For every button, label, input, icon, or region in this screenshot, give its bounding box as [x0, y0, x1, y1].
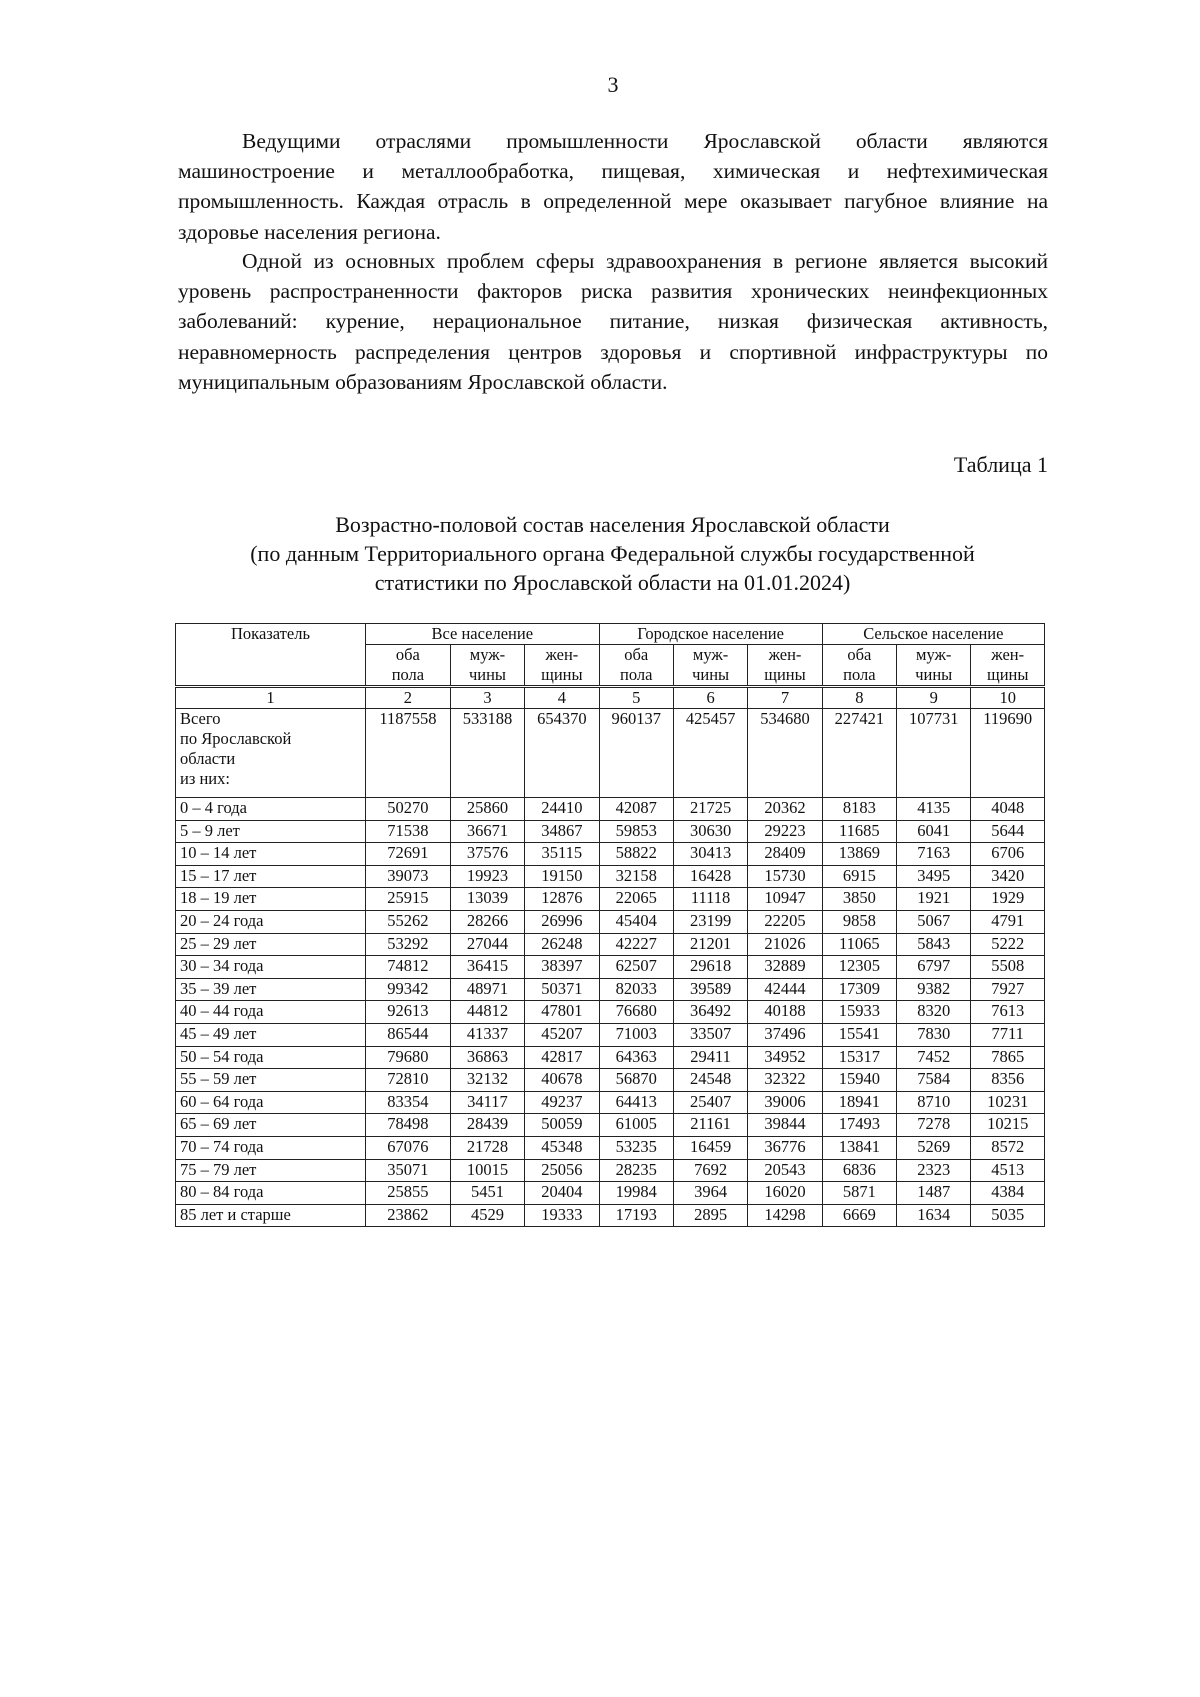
- total-value: 1187558: [366, 709, 451, 798]
- table-cell: 2323: [897, 1159, 971, 1182]
- total-label: [176, 709, 366, 798]
- subheader-line: оба: [624, 645, 649, 664]
- table-cell: 1634: [897, 1204, 971, 1227]
- table-cell: 99342: [366, 978, 451, 1001]
- table-cell: 64413: [599, 1091, 673, 1114]
- age-group-label: 55 – 59 лет: [176, 1069, 366, 1092]
- total-value: 107731: [897, 709, 971, 798]
- table-cell: 16459: [673, 1136, 747, 1159]
- table-row: [176, 978, 1045, 1001]
- total-row: [176, 709, 1045, 798]
- table-cell: 42444: [748, 978, 822, 1001]
- subheader: [599, 645, 673, 687]
- table-cell: 83354: [366, 1091, 451, 1114]
- table-row: [176, 1159, 1045, 1182]
- table-row: [176, 820, 1045, 843]
- table-cell: 29223: [748, 820, 822, 843]
- table-row: [176, 1091, 1045, 1114]
- table-cell: 1487: [897, 1182, 971, 1205]
- total-value: 227421: [822, 709, 896, 798]
- table-cell: 55262: [366, 910, 451, 933]
- column-number: 2: [366, 687, 451, 709]
- total-label-line: из них:: [180, 769, 230, 788]
- subheader: [748, 645, 822, 687]
- table-cell: 16020: [748, 1182, 822, 1205]
- table-cell: 34117: [450, 1091, 524, 1114]
- group-header: Городское население: [599, 624, 822, 645]
- table-cell: 36671: [450, 820, 524, 843]
- table-cell: 15933: [822, 1001, 896, 1024]
- table-cell: 29411: [673, 1046, 747, 1069]
- table-cell: 24410: [525, 798, 599, 821]
- total-value: 654370: [525, 709, 599, 798]
- table-cell: 44812: [450, 1001, 524, 1024]
- table-cell: 53235: [599, 1136, 673, 1159]
- table-cell: 62507: [599, 956, 673, 979]
- table-cell: 13039: [450, 888, 524, 911]
- total-value: 960137: [599, 709, 673, 798]
- table-cell: 16428: [673, 865, 747, 888]
- table-cell: 15541: [822, 1023, 896, 1046]
- age-group-label: 85 лет и старше: [176, 1204, 366, 1227]
- table-cell: 8710: [897, 1091, 971, 1114]
- table-cell: 4513: [971, 1159, 1045, 1182]
- age-group-label: 80 – 84 года: [176, 1182, 366, 1205]
- table-row: [176, 1182, 1045, 1205]
- table-cell: 10015: [450, 1159, 524, 1182]
- table-cell: 7584: [897, 1069, 971, 1092]
- total-label-line: по Ярославской: [180, 729, 292, 748]
- table-cell: 78498: [366, 1114, 451, 1137]
- table-cell: 8572: [971, 1136, 1045, 1159]
- age-group-label: 45 – 49 лет: [176, 1023, 366, 1046]
- table-cell: 59853: [599, 820, 673, 843]
- population-table: [175, 623, 1045, 1227]
- column-number-row: [176, 687, 1045, 709]
- group-header: Сельское население: [822, 624, 1044, 645]
- table-cell: 41337: [450, 1023, 524, 1046]
- age-group-label: 65 – 69 лет: [176, 1114, 366, 1137]
- table-cell: 71538: [366, 820, 451, 843]
- table-row: [176, 1001, 1045, 1024]
- table-cell: 25407: [673, 1091, 747, 1114]
- table-cell: 25056: [525, 1159, 599, 1182]
- table-cell: 34952: [748, 1046, 822, 1069]
- table-cell: 53292: [366, 933, 451, 956]
- table-cell: 21201: [673, 933, 747, 956]
- age-group-label: 25 – 29 лет: [176, 933, 366, 956]
- title-line: Возрастно-половой состав населения Ярославской области: [335, 512, 890, 537]
- table-cell: 36415: [450, 956, 524, 979]
- table-cell: 4529: [450, 1204, 524, 1227]
- table-cell: 28439: [450, 1114, 524, 1137]
- table-row: [176, 1204, 1045, 1227]
- table-cell: 92613: [366, 1001, 451, 1024]
- table-row: [176, 843, 1045, 866]
- table-row: [176, 865, 1045, 888]
- table-cell: 40678: [525, 1069, 599, 1092]
- subheader-line: пола: [620, 665, 653, 684]
- subheader-line: щины: [541, 665, 583, 684]
- table-cell: 42087: [599, 798, 673, 821]
- table-cell: 19150: [525, 865, 599, 888]
- table-cell: 21161: [673, 1114, 747, 1137]
- table-cell: 6915: [822, 865, 896, 888]
- subheader-line: щины: [986, 665, 1029, 684]
- table-cell: 40188: [748, 1001, 822, 1024]
- table-cell: 10947: [748, 888, 822, 911]
- table-cell: 3495: [897, 865, 971, 888]
- table-cell: 5269: [897, 1136, 971, 1159]
- table-cell: 50371: [525, 978, 599, 1001]
- table-cell: 13869: [822, 843, 896, 866]
- table-row: [176, 1114, 1045, 1137]
- table-cell: 15730: [748, 865, 822, 888]
- table-cell: 10215: [971, 1114, 1045, 1137]
- subheader-line: жен-: [991, 645, 1025, 664]
- table-cell: 35071: [366, 1159, 451, 1182]
- table-cell: 48971: [450, 978, 524, 1001]
- table-cell: 21026: [748, 933, 822, 956]
- total-label-line: Всего: [180, 709, 221, 728]
- table-cell: 42227: [599, 933, 673, 956]
- age-group-label: 70 – 74 года: [176, 1136, 366, 1159]
- page-number: 3: [607, 72, 619, 97]
- table-row: [176, 910, 1045, 933]
- table-cell: 3964: [673, 1182, 747, 1205]
- subheader-line: муж-: [916, 645, 952, 664]
- subheader-line: пола: [391, 665, 425, 684]
- group-header: Все население: [366, 624, 600, 645]
- table-cell: 21725: [673, 798, 747, 821]
- age-group-label: 5 – 9 лет: [176, 820, 366, 843]
- table-cell: 30630: [673, 820, 747, 843]
- table-cell: 7452: [897, 1046, 971, 1069]
- table-cell: 17193: [599, 1204, 673, 1227]
- table-cell: 42817: [525, 1046, 599, 1069]
- table-cell: 7711: [971, 1023, 1045, 1046]
- table-row: [176, 933, 1045, 956]
- paragraph-healthcare: Одной из основных проблем сферы здравоохранения в регионе является высокий уровень распространенности факторов риска развития хронических неинфекционных заболеваний: курение, нерациональное питание, низкая физическая активность, неравномерность распределения центров здоровья и спортивной инфраструктуры по муниципальным образованиям Ярославской области.: [178, 249, 1048, 394]
- subheader-line: муж-: [469, 645, 506, 664]
- age-group-label: 10 – 14 лет: [176, 843, 366, 866]
- column-number: 5: [599, 687, 673, 709]
- subheader: [897, 645, 971, 687]
- table-cell: 32158: [599, 865, 673, 888]
- table-cell: 76680: [599, 1001, 673, 1024]
- table-cell: 11118: [673, 888, 747, 911]
- table-cell: 22205: [748, 910, 822, 933]
- total-value: 119690: [971, 709, 1045, 798]
- table-cell: 72691: [366, 843, 451, 866]
- table-cell: 28266: [450, 910, 524, 933]
- table-row: [176, 798, 1045, 821]
- subheader: [971, 645, 1045, 687]
- table-cell: 71003: [599, 1023, 673, 1046]
- table-cell: 45348: [525, 1136, 599, 1159]
- subheader-line: муж-: [692, 645, 729, 664]
- table-cell: 12305: [822, 956, 896, 979]
- table-cell: 25915: [366, 888, 451, 911]
- table-cell: 30413: [673, 843, 747, 866]
- subheader: [673, 645, 747, 687]
- subheader-line: чины: [692, 665, 730, 684]
- table-cell: 37576: [450, 843, 524, 866]
- table-cell: 21728: [450, 1136, 524, 1159]
- subheader-line: щины: [764, 665, 806, 684]
- table-cell: 5451: [450, 1182, 524, 1205]
- table-cell: 5644: [971, 820, 1045, 843]
- subheader-line: чины: [915, 665, 953, 684]
- total-value: 425457: [673, 709, 747, 798]
- table-row: [176, 1046, 1045, 1069]
- table-cell: 50270: [366, 798, 451, 821]
- table-cell: 32322: [748, 1069, 822, 1092]
- age-group-label: 20 – 24 года: [176, 910, 366, 933]
- table-row: [176, 1136, 1045, 1159]
- table-cell: 22065: [599, 888, 673, 911]
- table-cell: 28235: [599, 1159, 673, 1182]
- age-group-label: 15 – 17 лет: [176, 865, 366, 888]
- table-cell: 2895: [673, 1204, 747, 1227]
- table-cell: 25860: [450, 798, 524, 821]
- age-group-label: 30 – 34 года: [176, 956, 366, 979]
- table-cell: 5067: [897, 910, 971, 933]
- table-cell: 4384: [971, 1182, 1045, 1205]
- table-cell: 7865: [971, 1046, 1045, 1069]
- table-cell: 36776: [748, 1136, 822, 1159]
- column-number: 7: [748, 687, 822, 709]
- table-cell: 17493: [822, 1114, 896, 1137]
- table-row: [176, 1023, 1045, 1046]
- table-cell: 26996: [525, 910, 599, 933]
- subheader: [525, 645, 599, 687]
- table-cell: 6706: [971, 843, 1045, 866]
- table-cell: 49237: [525, 1091, 599, 1114]
- column-number: 1: [176, 687, 366, 709]
- table-cell: 7830: [897, 1023, 971, 1046]
- table-cell: 9858: [822, 910, 896, 933]
- table-cell: 24548: [673, 1069, 747, 1092]
- table-cell: 8320: [897, 1001, 971, 1024]
- table-cell: 32132: [450, 1069, 524, 1092]
- table-cell: 61005: [599, 1114, 673, 1137]
- subheader: [822, 645, 896, 687]
- table-cell: 7692: [673, 1159, 747, 1182]
- table-cell: 9382: [897, 978, 971, 1001]
- table-cell: 27044: [450, 933, 524, 956]
- table-cell: 18941: [822, 1091, 896, 1114]
- table-cell: 45404: [599, 910, 673, 933]
- table-cell: 74812: [366, 956, 451, 979]
- table-cell: 23199: [673, 910, 747, 933]
- table-cell: 39844: [748, 1114, 822, 1137]
- age-group-label: 18 – 19 лет: [176, 888, 366, 911]
- table-row: [176, 956, 1045, 979]
- table-cell: 7278: [897, 1114, 971, 1137]
- column-number: 8: [822, 687, 896, 709]
- table-cell: 1929: [971, 888, 1045, 911]
- column-number: 3: [450, 687, 524, 709]
- table-cell: 5843: [897, 933, 971, 956]
- table-cell: 35115: [525, 843, 599, 866]
- table-row: [176, 1069, 1045, 1092]
- table-cell: 7927: [971, 978, 1045, 1001]
- age-group-label: 60 – 64 года: [176, 1091, 366, 1114]
- table-cell: 82033: [599, 978, 673, 1001]
- table-cell: 14298: [748, 1204, 822, 1227]
- subheader-line: жен-: [545, 645, 579, 664]
- table-cell: 6836: [822, 1159, 896, 1182]
- table-cell: 47801: [525, 1001, 599, 1024]
- table-cell: 12876: [525, 888, 599, 911]
- table-cell: 64363: [599, 1046, 673, 1069]
- table-cell: 32889: [748, 956, 822, 979]
- table-cell: 50059: [525, 1114, 599, 1137]
- table-cell: 13841: [822, 1136, 896, 1159]
- table-cell: 37496: [748, 1023, 822, 1046]
- column-number: 10: [971, 687, 1045, 709]
- age-group-label: 75 – 79 лет: [176, 1159, 366, 1182]
- column-number: 6: [673, 687, 747, 709]
- table-cell: 36492: [673, 1001, 747, 1024]
- table-cell: 10231: [971, 1091, 1045, 1114]
- table-cell: 3850: [822, 888, 896, 911]
- table-cell: 1921: [897, 888, 971, 911]
- indicator-header: Показатель: [176, 624, 366, 687]
- table-title: [170, 510, 1055, 597]
- table-cell: 38397: [525, 956, 599, 979]
- table-cell: 23862: [366, 1204, 451, 1227]
- age-group-label: 35 – 39 лет: [176, 978, 366, 1001]
- table-cell: 5508: [971, 956, 1045, 979]
- table-cell: 20362: [748, 798, 822, 821]
- total-label-line: области: [180, 749, 236, 768]
- paragraph-industry: Ведущими отраслями промышленности Ярославской области являются машиностроение и металлообработка, пищевая, химическая и нефтехимическая промышленность. Каждая отрасль в определенной мере оказывает пагубное влияние на здоровье населения региона.: [178, 129, 1048, 244]
- subheader: [450, 645, 524, 687]
- table-cell: 25855: [366, 1182, 451, 1205]
- table-cell: 7163: [897, 843, 971, 866]
- age-group-label: 50 – 54 года: [176, 1046, 366, 1069]
- table-cell: 5222: [971, 933, 1045, 956]
- table-cell: 11065: [822, 933, 896, 956]
- table-cell: 29618: [673, 956, 747, 979]
- table-cell: 58822: [599, 843, 673, 866]
- table-cell: 6797: [897, 956, 971, 979]
- table-cell: 5871: [822, 1182, 896, 1205]
- column-number: 9: [897, 687, 971, 709]
- title-line: (по данным Территориального органа Федеральной службы государственной: [250, 541, 975, 566]
- table-cell: 7613: [971, 1001, 1045, 1024]
- table-cell: 4791: [971, 910, 1045, 933]
- table-cell: 4048: [971, 798, 1045, 821]
- subheader-line: оба: [395, 645, 420, 664]
- age-group-label: 40 – 44 года: [176, 1001, 366, 1024]
- table-cell: 15940: [822, 1069, 896, 1092]
- table-cell: 20404: [525, 1182, 599, 1205]
- table-cell: 39006: [748, 1091, 822, 1114]
- table-cell: 19333: [525, 1204, 599, 1227]
- table-cell: 20543: [748, 1159, 822, 1182]
- total-value: 534680: [748, 709, 822, 798]
- table-cell: 11685: [822, 820, 896, 843]
- table-cell: 17309: [822, 978, 896, 1001]
- table-label: Таблица 1: [953, 452, 1048, 477]
- subheader-line: пола: [843, 665, 876, 684]
- table-cell: 8183: [822, 798, 896, 821]
- age-group-label: 0 – 4 года: [176, 798, 366, 821]
- table-cell: 28409: [748, 843, 822, 866]
- table-cell: 15317: [822, 1046, 896, 1069]
- table-cell: 79680: [366, 1046, 451, 1069]
- table-cell: 34867: [525, 820, 599, 843]
- table-cell: 67076: [366, 1136, 451, 1159]
- title-line: статистики по Ярославской области на 01.01.2024): [374, 570, 851, 595]
- table-cell: 36863: [450, 1046, 524, 1069]
- table-cell: 39073: [366, 865, 451, 888]
- table-cell: 3420: [971, 865, 1045, 888]
- table-cell: 86544: [366, 1023, 451, 1046]
- subheader-line: оба: [847, 645, 872, 664]
- subheader: [366, 645, 451, 687]
- header-row-groups: [176, 624, 1045, 645]
- table-cell: 39589: [673, 978, 747, 1001]
- table-cell: 45207: [525, 1023, 599, 1046]
- total-value: 533188: [450, 709, 524, 798]
- table-cell: 6669: [822, 1204, 896, 1227]
- table-cell: 56870: [599, 1069, 673, 1092]
- table-cell: 19984: [599, 1182, 673, 1205]
- table-row: [176, 888, 1045, 911]
- column-number: 4: [525, 687, 599, 709]
- table-cell: 33507: [673, 1023, 747, 1046]
- table-cell: 19923: [450, 865, 524, 888]
- table-cell: 72810: [366, 1069, 451, 1092]
- table-cell: 5035: [971, 1204, 1045, 1227]
- subheader-line: чины: [468, 665, 506, 684]
- table-cell: 6041: [897, 820, 971, 843]
- subheader-line: жен-: [768, 645, 802, 664]
- table-cell: 8356: [971, 1069, 1045, 1092]
- table-cell: 26248: [525, 933, 599, 956]
- table-cell: 4135: [897, 798, 971, 821]
